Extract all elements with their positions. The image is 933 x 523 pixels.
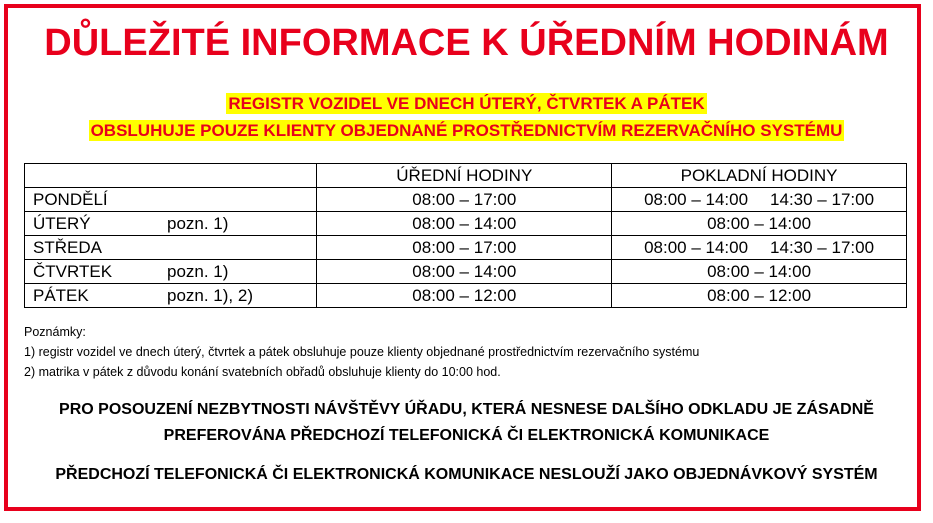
day-name: PONDĚLÍ — [33, 189, 108, 209]
day-cell — [25, 236, 317, 260]
advice-paragraph — [0, 397, 933, 449]
cash-hours-a: 08:00 – 14:00 — [644, 237, 749, 257]
advice-line-2: PREFEROVÁNA PŘEDCHOZÍ TELEFONICKÁ ČI ELEKTRONICKÁ KOMUNIKACE — [163, 427, 770, 444]
cash-hours-cell: 08:00 – 14:00 — [612, 212, 907, 236]
day-cell — [25, 260, 317, 284]
table-row — [25, 260, 907, 284]
day-cell — [25, 284, 317, 308]
highlight-line-1 — [0, 94, 933, 114]
highlight-text-2: OBSLUHUJE POUZE KLIENTY OBJEDNANÉ PROSTŘEDNICTVÍM REZERVAČNÍHO SYSTÉMU — [90, 121, 843, 140]
notes-section — [24, 322, 699, 382]
disclaimer-line: PŘEDCHOZÍ TELEFONICKÁ ČI ELEKTRONICKÁ KOMUNIKACE NESLOUŽÍ JAKO OBJEDNÁVKOVÝ SYSTÉM — [55, 466, 878, 483]
cash-hours-cell — [612, 236, 907, 260]
day-name: ÚTERÝ — [33, 213, 91, 233]
note-item-1: 1) registr vozidel ve dnech úterý, čtvrtek a pátek obsluhuje pouze klienty objednané prostřednictvím rezervačního systému — [24, 345, 700, 359]
office-hours-cell: 08:00 – 14:00 — [317, 260, 612, 284]
cash-hours-cell: 08:00 – 14:00 — [612, 260, 907, 284]
table-header-row — [25, 164, 907, 188]
table-row — [25, 284, 907, 308]
day-name: ČTVRTEK — [33, 261, 113, 281]
cash-hours-cell: 08:00 – 12:00 — [612, 284, 907, 308]
cash-hours-cell — [612, 188, 907, 212]
day-name: PÁTEK — [33, 285, 89, 305]
day-cell — [25, 212, 317, 236]
page-title: DŮLEŽITÉ INFORMACE K ÚŘEDNÍM HODINÁM — [44, 22, 889, 64]
day-note: pozn. 1), 2) — [167, 286, 253, 305]
notes-heading: Poznámky: — [24, 325, 86, 339]
day-name: STŘEDA — [33, 237, 102, 257]
office-hours-cell: 08:00 – 12:00 — [317, 284, 612, 308]
office-hours-cell: 08:00 – 17:00 — [317, 188, 612, 212]
table-row — [25, 236, 907, 260]
highlight-line-2 — [0, 121, 933, 141]
day-note: pozn. 1) — [167, 262, 229, 281]
header-cell-day — [25, 164, 317, 188]
office-hours-cell: 08:00 – 14:00 — [317, 212, 612, 236]
cash-hours-b: 14:30 – 17:00 — [770, 189, 875, 209]
highlight-text-1: REGISTR VOZIDEL VE DNECH ÚTERÝ, ČTVRTEK A PÁTEK — [228, 94, 705, 113]
cash-hours-b: 14:30 – 17:00 — [770, 237, 875, 257]
day-cell — [25, 188, 317, 212]
cash-hours-a: 08:00 – 14:00 — [644, 189, 749, 209]
header-cell-cash-hours: POKLADNÍ HODINY — [612, 164, 907, 188]
table-row — [25, 188, 907, 212]
office-hours-cell: 08:00 – 17:00 — [317, 236, 612, 260]
note-item-2: 2) matrika v pátek z důvodu konání svatebních obřadů obsluhuje klienty do 10:00 hod. — [24, 365, 501, 379]
day-note: pozn. 1) — [167, 214, 229, 233]
office-hours-table — [24, 163, 907, 308]
header-cell-office-hours: ÚŘEDNÍ HODINY — [317, 164, 612, 188]
advice-line-1: PRO POSOUZENÍ NEZBYTNOSTI NÁVŠTĚVY ÚŘADU, KTERÁ NESNESE DALŠÍHO ODKLADU JE ZÁSADNĚ — [59, 401, 874, 418]
table-row — [25, 212, 907, 236]
